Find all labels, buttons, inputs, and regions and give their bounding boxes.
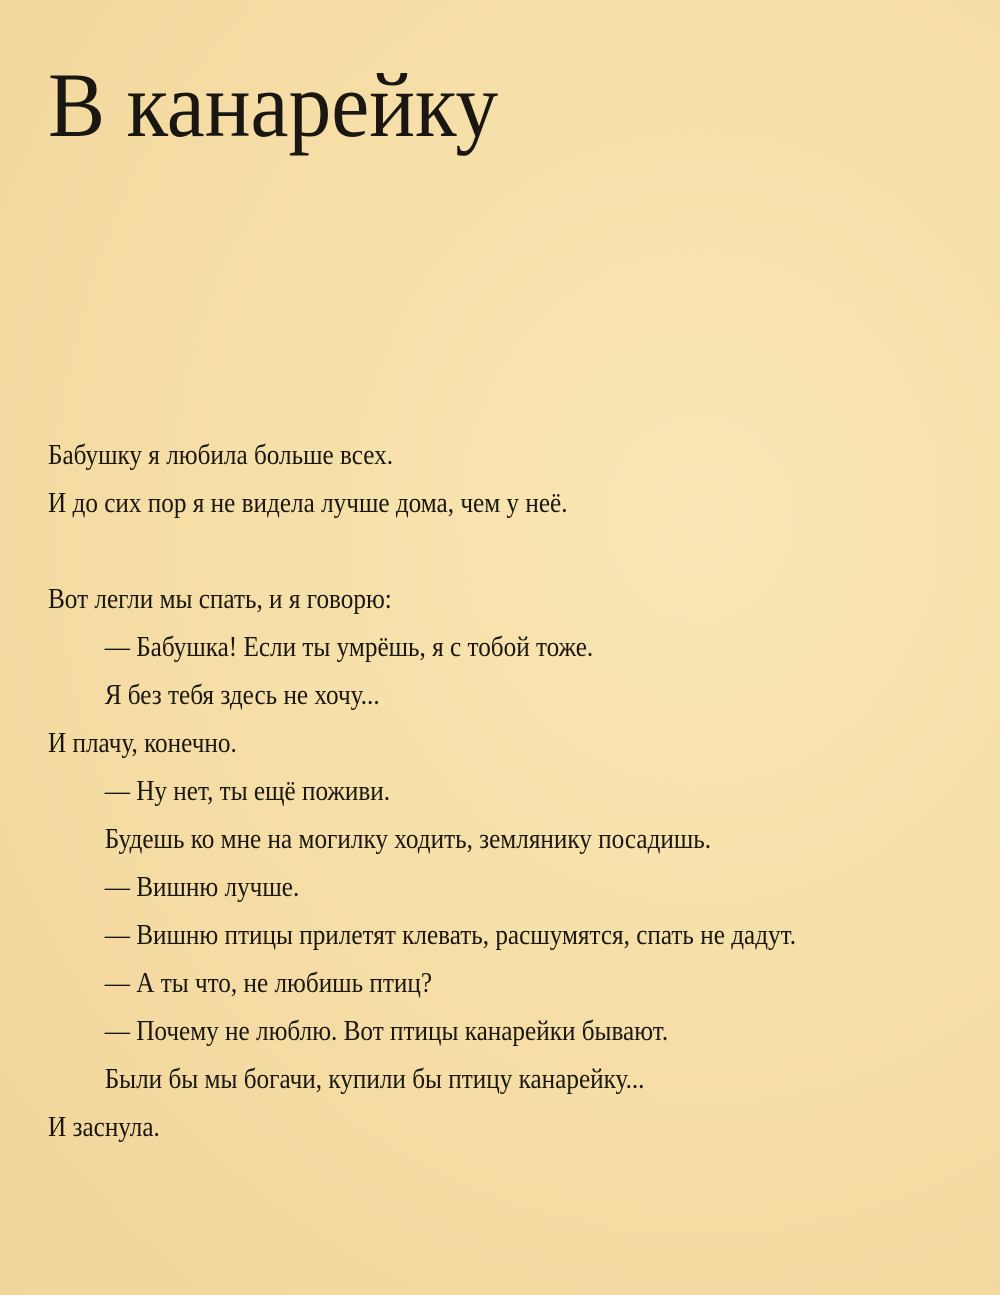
text-line: — Ну нет, ты ещё поживи. [104, 776, 391, 807]
text-line: Будешь ко мне на могилку ходить, землянику посадишь. [104, 824, 712, 855]
page-title: В канарейку [48, 54, 499, 156]
text-line: И заснула. [48, 1112, 160, 1143]
text-line: Были бы мы богачи, купили бы птицу канарейку... [104, 1064, 645, 1095]
text-line: — Вишню птицы прилетят клевать, расшумятся, спать не дадут. [104, 920, 797, 951]
text-line: Я без тебя здесь не хочу... [104, 680, 380, 711]
text-line: Вот легли мы спать, и я говорю: [48, 584, 392, 615]
poem-body [48, 432, 1000, 1152]
text-line: И плачу, конечно. [48, 728, 237, 759]
text-line: — Бабушка! Если ты умрёшь, я с тобой тоже. [104, 632, 594, 663]
text-line: — А ты что, не любишь птиц? [104, 968, 433, 999]
text-line: И до сих пор я не видела лучше дома, чем у неё. [48, 488, 568, 519]
stanza-gap [48, 528, 1000, 576]
text-line: — Почему не люблю. Вот птицы канарейки бывают. [104, 1016, 669, 1047]
text-line: — Вишню лучше. [104, 872, 300, 903]
text-line: Бабушку я любила больше всех. [48, 440, 394, 471]
